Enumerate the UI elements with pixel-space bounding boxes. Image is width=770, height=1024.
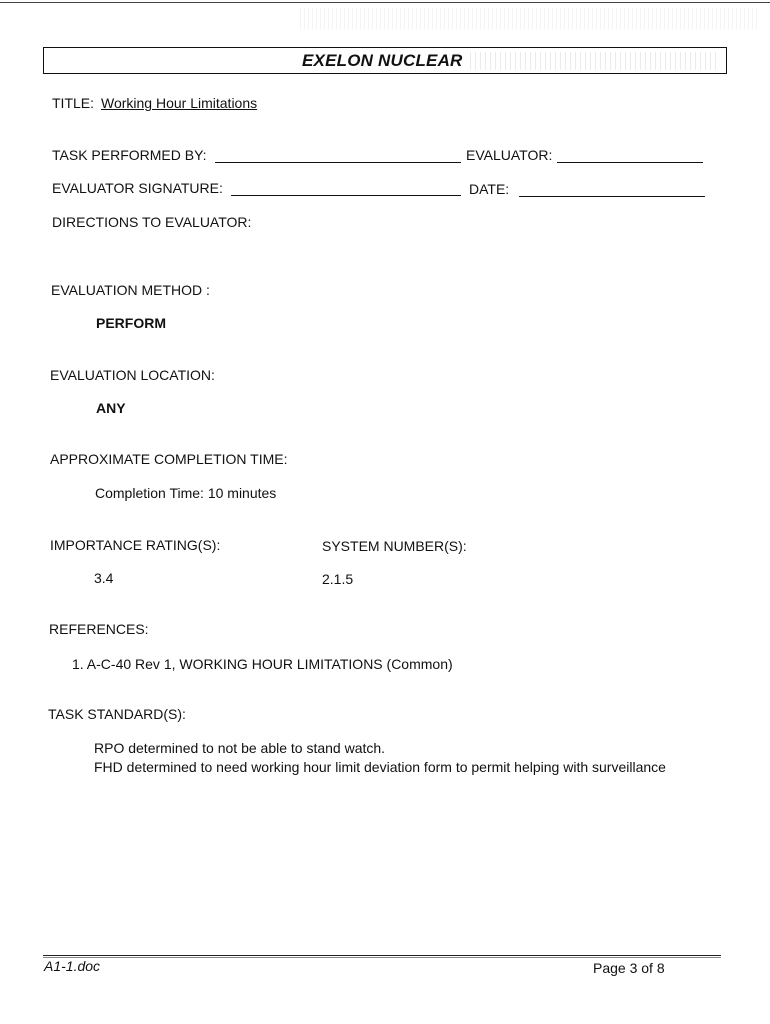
- task-standard-line-1: RPO determined to not be able to stand watch.: [94, 740, 386, 756]
- title-label: TITLE:: [52, 95, 95, 111]
- system-number-label: SYSTEM NUMBER(S):: [322, 538, 467, 554]
- scan-artifact: [300, 8, 760, 30]
- importance-value: 3.4: [94, 570, 114, 586]
- task-performed-by-line[interactable]: [215, 162, 461, 163]
- references-label: REFERENCES:: [49, 621, 149, 637]
- system-number-value: 2.1.5: [322, 571, 354, 587]
- company-header: EXELON NUCLEAR: [302, 51, 463, 70]
- evaluator-signature-line[interactable]: [231, 195, 461, 196]
- top-rule: [0, 2, 770, 3]
- date-line[interactable]: [519, 196, 705, 197]
- date-label: DATE:: [469, 181, 510, 197]
- evaluation-location-label: EVALUATION LOCATION:: [50, 367, 215, 383]
- task-standards-label: TASK STANDARD(S):: [48, 706, 186, 722]
- footer-page-number: Page 3 of 8: [593, 960, 665, 976]
- title-value: Working Hour Limitations: [101, 95, 258, 111]
- reference-item: 1. A-C-40 Rev 1, WORKING HOUR LIMITATIONS (Common): [72, 656, 453, 672]
- completion-time-value: Completion Time: 10 minutes: [95, 485, 277, 501]
- task-performed-by-label: TASK PERFORMED BY:: [52, 147, 207, 163]
- importance-label: IMPORTANCE RATING(S):: [50, 537, 221, 553]
- directions-label: DIRECTIONS TO EVALUATOR:: [52, 214, 252, 230]
- completion-time-label: APPROXIMATE COMPLETION TIME:: [50, 451, 288, 467]
- task-standard-line-2: FHD determined to need working hour limit deviation form to permit helping with surveillance: [94, 759, 666, 775]
- evaluator-label: EVALUATOR:: [466, 147, 553, 163]
- evaluation-method-value: PERFORM: [96, 315, 166, 331]
- evaluator-line[interactable]: [557, 162, 703, 163]
- footer-filename: A1-1.doc: [44, 958, 101, 974]
- evaluation-location-value: ANY: [96, 400, 126, 416]
- footer-rule-bottom: [43, 957, 721, 958]
- footer-rule-top: [43, 955, 721, 956]
- header-scan-artifact: [470, 52, 720, 70]
- evaluator-signature-label: EVALUATOR SIGNATURE:: [52, 180, 223, 196]
- evaluation-method-label: EVALUATION METHOD :: [51, 282, 210, 298]
